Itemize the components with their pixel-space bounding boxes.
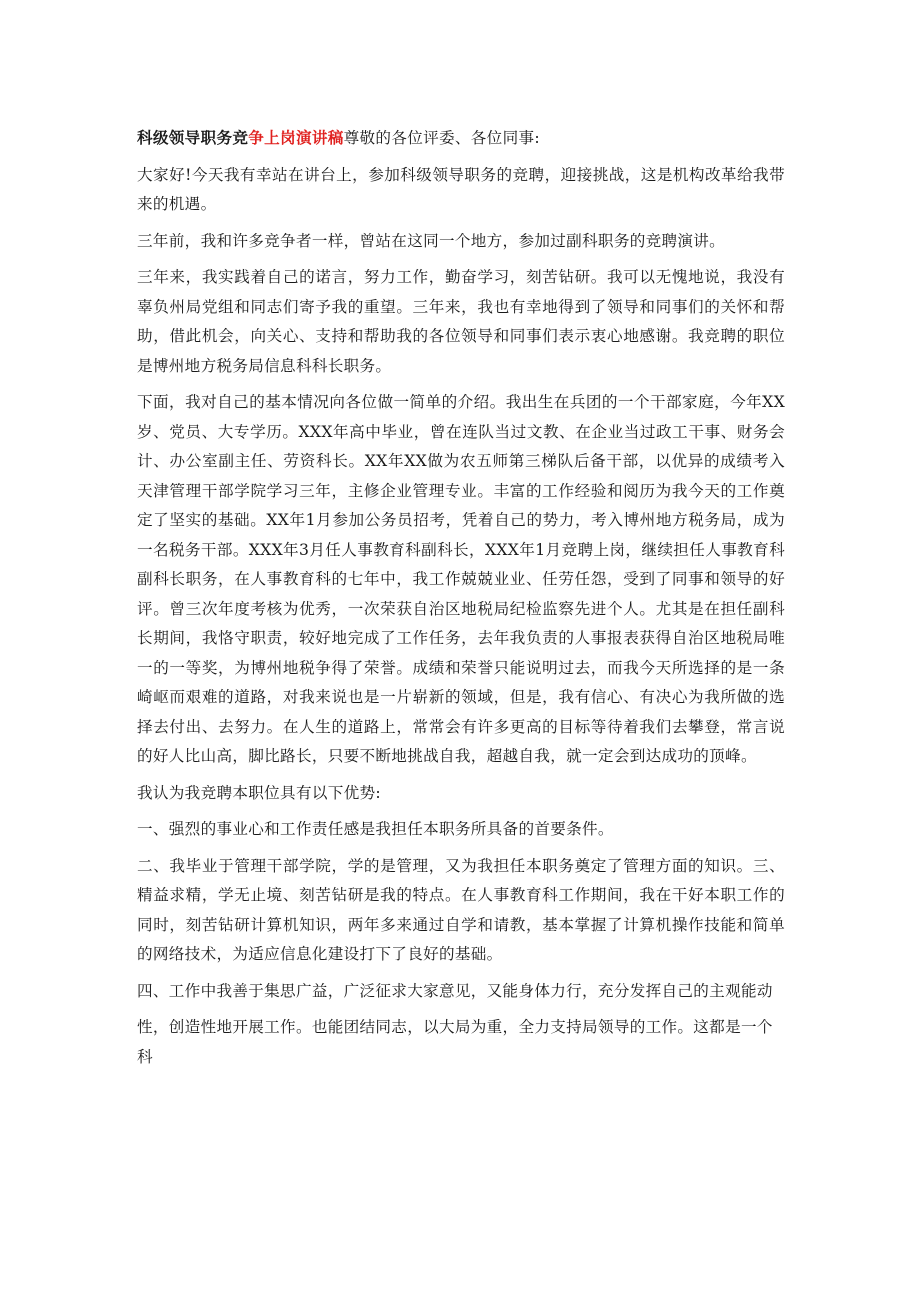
title-part-red: 争上岗演讲稿 <box>248 128 344 147</box>
paragraph-advantage-two-three: 二、我毕业于管理干部学院，学的是管理，又为我担任本职务奠定了管理方面的知识。三、精益求精，学无止境、刻苦钻研是我的特点。在人事教育科工作期间，我在干好本职工作的同时，刻苦钻研计算机知识，两年多来通过自学和请教，基本掌握了计算机操作技能和简单的网络技术，为适应信息化建设打下了良好的基础。 <box>137 856 785 963</box>
paragraph-advantage-one: 一、强烈的事业心和工作责任感是我担任本职务所具备的首要条件。 <box>137 820 614 838</box>
document-body <box>137 123 785 1079</box>
paragraph-advantages-intro: 我认为我竞聘本职位具有以下优势: <box>137 783 381 802</box>
paragraph-three-years: 三年来，我实践着自己的诺言，努力工作，勤奋学习，刻苦钻研。我可以无愧地说，我没有辜负州局党组和同志们寄予我的重望。三年来，我也有幸地得到了领导和同事们的关怀和帮助，借此机会，向关心、支持和帮助我的各位领导和同事们表示衷心地感谢。我竞聘的职位是博州地方税务局信息科科长职务。 <box>137 268 785 375</box>
paragraph-advantage-four-line1: 四、工作中我善于集思广益，广泛征求大家意见，又能身体力行，充分发挥自己的主观能动 <box>137 981 773 1000</box>
title-part-bold: 科级领导职务竞 <box>137 128 249 147</box>
paragraph-background: 下面，我对自己的基本情况向各位做一简单的介绍。我出生在兵团的一个干部家庭，今年XX岁、党员、大专学历。XXX年高中毕业，曾在连队当过文教、在企业当过政工干事、财务会计、办公室副主任、劳资科长。XX年XX做为农五师第三梯队后备干部，以优异的成绩考入天津管理干部学院学习三年，主修企业管理专业。丰富的工作经验和阅历为我今天的工作奠定了坚实的基础。XX年1月参加公务员招考，凭着自己的势力，考入博州地方税务局，成为一名税务干部。XXX年3月任人事教育科副科长，XXX年1月竞聘上岗，继续担任人事教育科副科长职务，在人事教育科的七年中，我工作兢兢业业、任劳任怨，受到了同事和领导的好评。曾三次年度考核为优秀，一次荣获自治区地税局纪检监察先进个人。尤其是在担任副科长期间，我恪守职责，较好地完成了工作任务，去年我负责的人事报表获得自治区地税局唯一的一等奖，为博州地税争得了荣誉。成绩和荣誉只能说明过去，而我今天所选择的是一条崎岖而艰难的道路，对我来说也是一片崭新的领域，但是，我有信心、有决心为我所做的选择去付出、去努力。在人生的道路上，常常会有许多更高的目标等待着我们去攀登，常言说的好人比山高，脚比路长，只要不断地挑战自我，超越自我，就一定会到达成功的顶峰。 <box>137 393 785 765</box>
document-title-line <box>137 123 785 154</box>
salutation: 尊敬的各位评委、各位同事: <box>343 129 540 147</box>
paragraph-three-years-ago: 三年前，我和许多竞争者一样，曾站在这同一个地方，参加过副科职务的竞聘演讲。 <box>137 231 726 250</box>
paragraph-advantage-four-line2: 性，创造性地开展工作。也能团结同志，以大局为重，全力支持局领导的工作。这都是一个科 <box>137 1018 773 1066</box>
paragraph-greeting: 大家好!今天我有幸站在讲台上，参加科级领导职务的竞聘，迎接挑战，这是机构改革给我带来的机遇。 <box>137 165 785 213</box>
